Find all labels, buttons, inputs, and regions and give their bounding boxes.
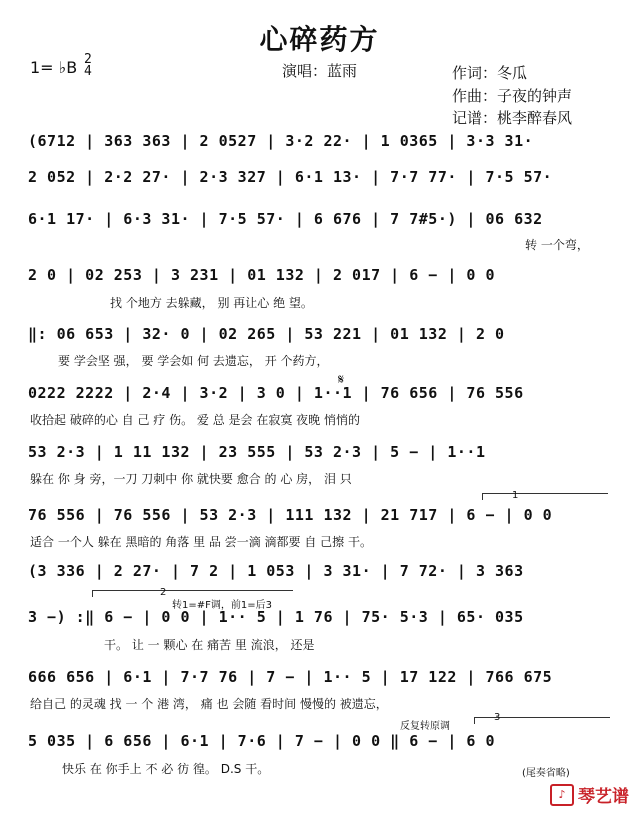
score-row-12: 5 035 | 6 656 | 6·1 | 7·6 | 7 − | 0 0 ‖ 6 − | 6 0	[28, 732, 496, 750]
score-row-10: 3 −) :‖ 6 − | 0 0 | 1·· 5 | 1 76 | 75· 5·3 | 65· 035	[28, 608, 524, 626]
time-signature	[84, 54, 92, 78]
score-row-9: (3 336 | 2 27· | 7 2 | 1 053 | 3 31· | 7 72· | 3 363	[28, 562, 524, 580]
score-row-5: ‖: 06 653 | 32· 0 | 02 265 | 53 221 | 01 132 | 2 0	[28, 325, 505, 343]
ending-note: (尾奏省略)	[522, 768, 570, 779]
site-logo	[550, 782, 629, 807]
lyric-row-10: 干。 让 一 颗心 在 痛苦 里 流浪， 还是	[104, 638, 315, 652]
lyric-row-11: 给自己 的灵魂 找 一 个 港 湾， 痛 也 会随 看时间 慢慢的 被遗忘，	[30, 697, 388, 711]
transcriber-credit: 记谱：桃李醉春风	[452, 109, 573, 127]
logo-text: 琴艺谱	[578, 787, 629, 807]
lyric-row-7: 躲在 你 身 旁，一刀 刀刺中 你 就快要 愈合 的 心 房， 泪 只	[30, 472, 352, 486]
score-row-4: 2 0 | 02 253 | 3 231 | 01 132 | 2 017 | 6 − | 0 0	[28, 266, 496, 284]
lyric-row-3: 转 一个弯，	[525, 238, 589, 252]
score-row-11: 666 656 | 6·1 | 7·7 76 | 7 − | 1·· 5 | 17 122 | 766 675	[28, 668, 553, 686]
lyricist-credit: 作词：冬瓜	[452, 64, 528, 82]
singer-credit: 演唱：蓝雨	[282, 62, 358, 80]
lyric-row-12: 快乐 在 你手上 不 必 彷 徨。 D.S 干。	[62, 762, 270, 776]
song-title: 心碎药方	[259, 23, 380, 56]
volta-1-label: 1	[512, 490, 519, 501]
repeat-note: 反复转原调	[400, 721, 450, 732]
volta-2-label: 2	[160, 587, 167, 598]
lyric-row-5: 要 学会坚 强， 要 学会如 何 去遗忘， 开 个药方，	[58, 354, 329, 368]
meter-top: 2	[84, 52, 92, 67]
key-signature: 1= ♭B	[30, 58, 78, 77]
score-row-6: 0222 2222 | 2·4 | 3·2 | 3 0 | 1··1 | 76 656 | 76 556	[28, 384, 524, 402]
segno-icon: 𝄋	[338, 372, 345, 388]
lyric-row-6: 收拾起 破碎的心 自 己 疗 伤。 爱 总 是会 在寂寞 夜晚 悄悄的	[30, 413, 360, 427]
volta-bracket-1	[482, 493, 608, 500]
meter-bottom: 4	[84, 64, 92, 79]
lyric-row-4: 找 个地方 去躲藏， 别 再让心 绝 望。	[110, 296, 313, 310]
score-row-1: (6712 | 363 363 | 2 0527 | 3·2 22· | 1 0365 | 3·3 31·	[28, 132, 534, 150]
modulation-note: 转1=#F调，前1=后3	[172, 600, 272, 611]
composer-credit: 作曲：子夜的钟声	[452, 87, 573, 105]
score-row-7: 53 2·3 | 1 11 132 | 23 555 | 53 2·3 | 5 − | 1··1	[28, 443, 486, 461]
score-row-3: 6·1 17· | 6·3 31· | 7·5 57· | 6 676 | 7 7#5·) | 06 632	[28, 210, 543, 228]
score-row-2: 2 052 | 2·2 27· | 2·3 327 | 6·1 13· | 7·7 77· | 7·5 57·	[28, 168, 553, 186]
volta-3-label: 3	[494, 712, 501, 723]
lyric-row-8: 适合 一个人 躲在 黑暗的 角落 里 品 尝一滴 滴都要 自 己擦 干。	[30, 535, 372, 549]
logo-icon: ♪	[550, 784, 574, 806]
score-row-8: 76 556 | 76 556 | 53 2·3 | 111 132 | 21 717 | 6 − | 0 0	[28, 506, 553, 524]
